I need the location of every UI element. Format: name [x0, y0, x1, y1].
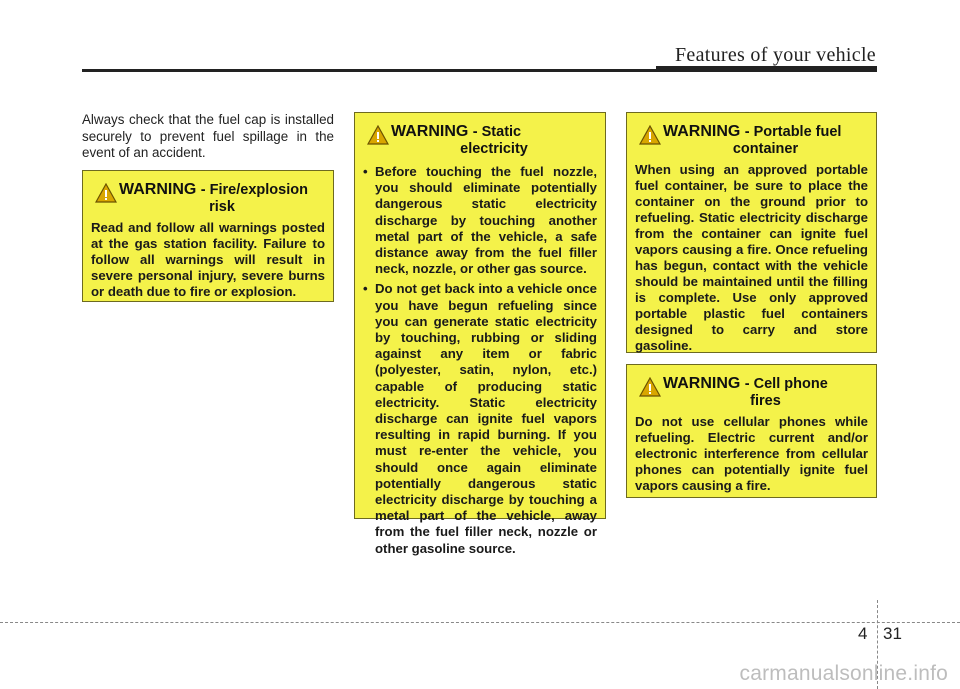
- warning-fire-explosion: [82, 170, 334, 302]
- warning-static-electricity: [354, 112, 606, 556]
- warning-title: - Fire/explosion: [200, 182, 308, 198]
- warning-title-line2: electricity: [460, 141, 528, 157]
- watermark: carmanualsonline.info: [739, 662, 948, 685]
- warning-word: WARNING: [119, 181, 197, 198]
- page-number: 31: [883, 624, 902, 643]
- header-rule-tab: [656, 66, 877, 72]
- warning-triangle-icon: [95, 183, 117, 203]
- warning-body: Read and follow all warnings posted at the gas station facility. Failure to follow all warnings will result in severe personal injury, severe burns or death due to fire or explosion.: [91, 220, 325, 299]
- warning-word: WARNING: [663, 123, 741, 140]
- warning-portable-fuel-container: [626, 112, 877, 353]
- warning-title: - Portable fuel: [744, 124, 842, 140]
- warning-body: When using an approved portable fuel container, be sure to place the container on the ground prior to refueling. Static electricity discharge from the container can ignite fuel vapors causing a fire. Once refueling has begun, contact with the vehicle should be maintained until the filling is complete. Use only approved portable plastic fuel containers designed to carry and store gasoline.: [635, 162, 868, 353]
- footer-rule: [0, 622, 960, 623]
- warning-static-header: [363, 123, 597, 158]
- warning-word: WARNING: [391, 123, 469, 140]
- warning-triangle-icon: [639, 125, 661, 145]
- warning-cell-phone-fires: [626, 364, 877, 498]
- warning-word: WARNING: [663, 375, 741, 392]
- warning-fire-header: [91, 181, 325, 216]
- warning-title-line2: fires: [750, 393, 781, 409]
- warning-title-line2: risk: [209, 199, 235, 215]
- list-item: • Do not get back into a vehicle once you have begun refueling since you can generate static electricity by touching, rubbing or sliding against any item or fabric (polyester, satin, nylon, etc.) capable of producing static electricity. Static electricity discharge can ignite fuel vapors resulting in rapid burning. If you must re-enter the vehicle, you should once again eliminate potentially dangerous static electricity discharge by touching a metal part of the vehicle, away from the fuel filler neck, nozzle or other gasoline source.: [363, 281, 597, 556]
- warning-title-line2: container: [732, 141, 799, 157]
- page-chapter: 4: [858, 624, 868, 643]
- list-item: • Before touching the fuel nozzle, you should eliminate potentially dangerous static electricity discharge by touching another metal part of the vehicle, a safe distance away from the fuel filler neck, nozzle, or other gas source.: [363, 164, 597, 277]
- warning-portable-header: [635, 123, 868, 158]
- warning-title: - Static: [472, 124, 522, 140]
- warning-phone-header: [635, 375, 868, 410]
- warning-static-list: [363, 164, 597, 557]
- intro-paragraph: Always check that the fuel cap is installed securely to prevent fuel spillage in the event of an accident.: [82, 112, 334, 160]
- warning-triangle-icon: [639, 377, 661, 397]
- section-title: Features of your vehicle: [674, 44, 876, 66]
- warning-triangle-icon: [367, 125, 389, 145]
- warning-title: - Cell phone: [744, 376, 828, 392]
- warning-body: Do not use cellular phones while refueling. Electric current and/or electronic interference from cellular phones can potentially ignite fuel vapors causing a fire.: [635, 414, 868, 493]
